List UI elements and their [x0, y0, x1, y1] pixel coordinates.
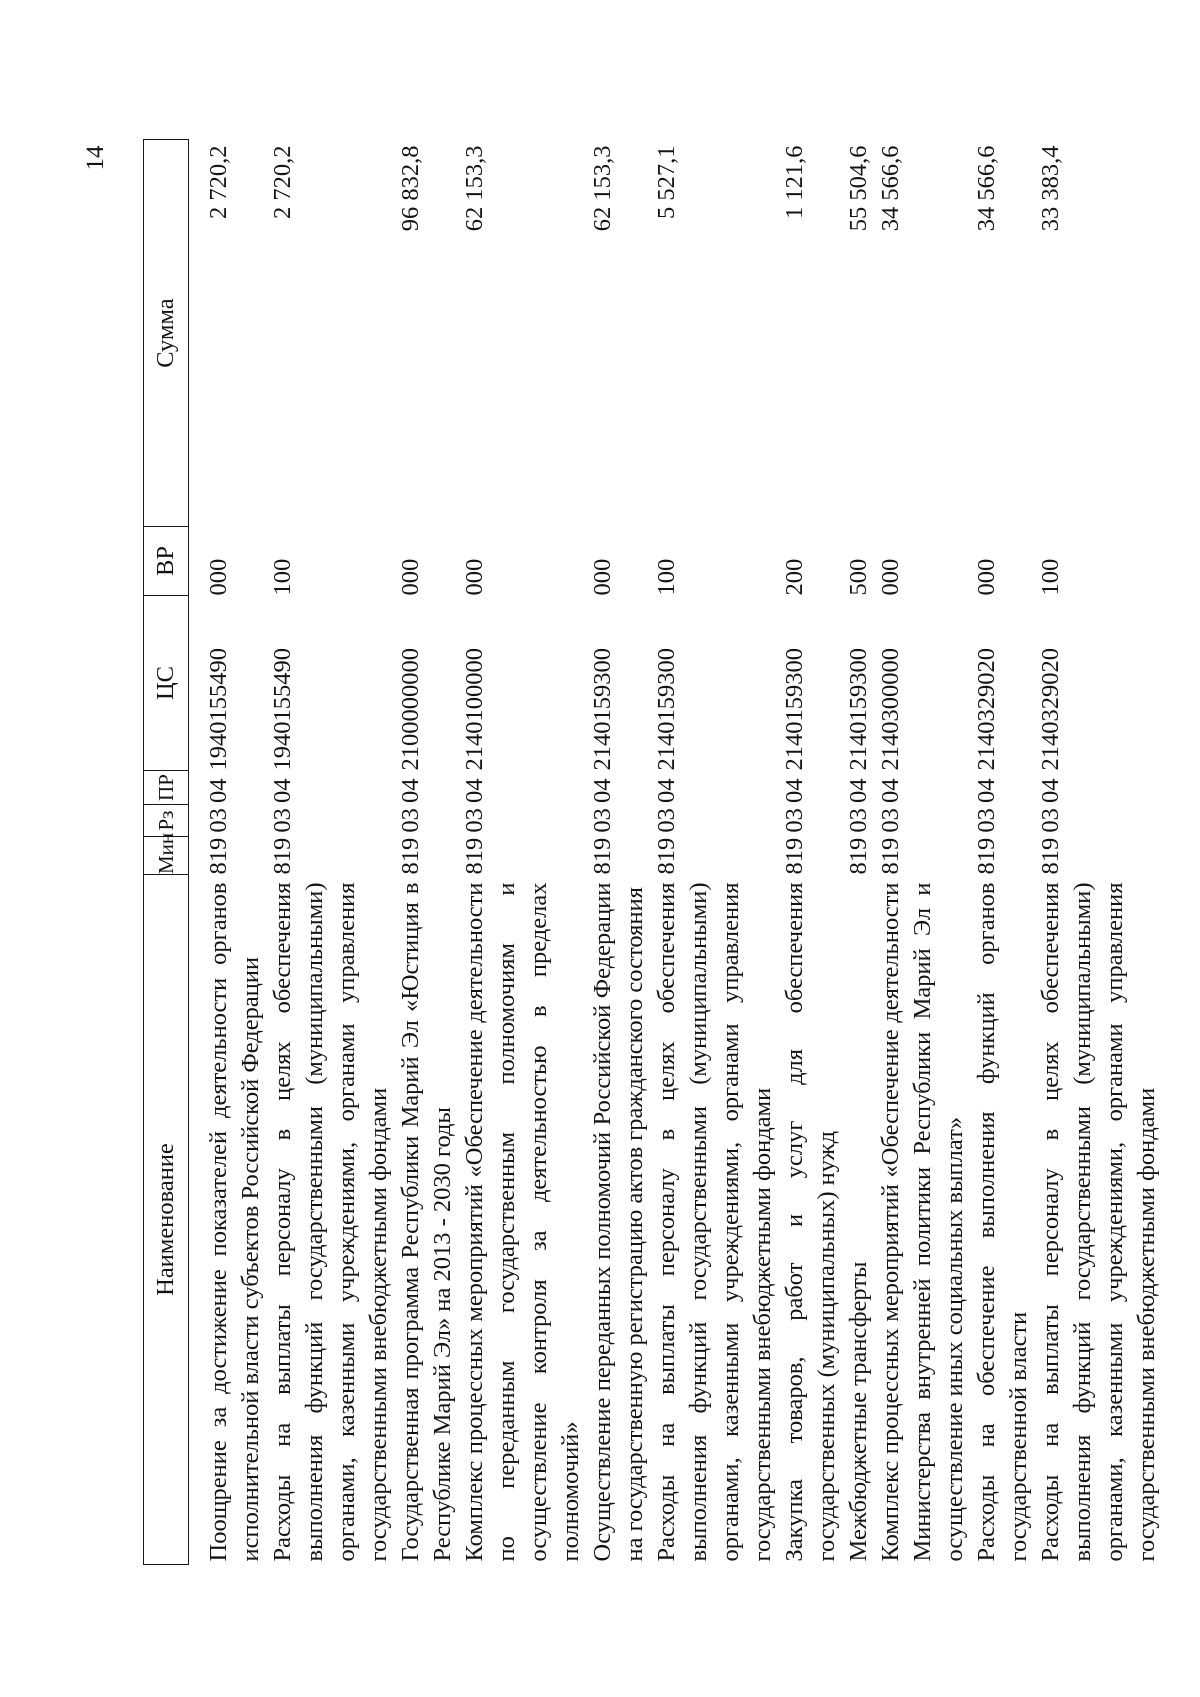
row-sum: 55 504,6: [845, 145, 872, 232]
row-pr: 04: [269, 778, 296, 803]
table-header-row: [144, 140, 189, 1565]
table-row: [843, 140, 875, 1565]
row-rz: 03: [461, 808, 488, 833]
row-cs: 2140329020: [973, 648, 1000, 771]
header-vr: ВР: [144, 527, 189, 596]
table-row: [189, 140, 268, 1565]
row-name: Осуществление переданных полномочий Российской Федерации на государственную регистрацию актов гражданского состояния: [589, 882, 648, 1562]
table-row: [971, 140, 1035, 1565]
row-cs: 1940155490: [205, 648, 232, 771]
row-pr: 04: [461, 778, 488, 803]
row-vr: 000: [589, 558, 616, 596]
row-min: 819: [269, 837, 296, 875]
row-codes: [395, 771, 459, 875]
header-cs: ЦС: [144, 596, 189, 771]
row-min: 819: [877, 837, 904, 875]
row-name: Расходы на выплаты персоналу в целях обеспечения выполнения функций государственными (муниципальными) органами, казенными учреждениями, органами управления государственными внебюджетными фондами: [269, 882, 392, 1562]
row-codes: [971, 771, 1035, 875]
row-min: 819: [461, 837, 488, 875]
row-vr: 000: [205, 558, 232, 596]
row-pr: 04: [781, 778, 808, 803]
row-name: Поощрение за достижение показателей деятельности органов исполнительной власти субъектов Российской Федерации: [205, 882, 264, 1562]
row-rz: 03: [877, 808, 904, 833]
row-codes: [459, 771, 587, 875]
row-sum: 2 720,2: [269, 145, 296, 219]
header-rz: Рз: [144, 805, 189, 837]
row-pr: 04: [845, 778, 872, 803]
row-codes: [843, 771, 875, 875]
row-rz: 03: [845, 808, 872, 833]
row-codes: [1035, 771, 1163, 875]
row-codes: [267, 771, 395, 875]
row-rz: 03: [781, 808, 808, 833]
row-min: 819: [205, 837, 232, 875]
table-row: [875, 140, 971, 1565]
row-vr: 100: [269, 558, 296, 596]
row-codes: [651, 771, 779, 875]
row-pr: 04: [589, 778, 616, 803]
row-name: Закупка товаров, работ и услуг для обеспечения государственных (муниципальных) нужд: [781, 882, 840, 1562]
row-name: Государственная программа Республики Марий Эл «Юстиция в Республике Марий Эл» на 2013 - 2030 годы: [397, 882, 456, 1562]
row-codes: [875, 771, 971, 875]
row-codes: [189, 771, 268, 875]
budget-table: [143, 139, 1163, 1565]
row-name: Комплекс процессных мероприятий «Обеспечение деятельности Министерства внутренней политики Республики Марий Эл и осуществление иных социальных выплат»: [877, 882, 968, 1562]
row-name: Межбюджетные трансферты: [845, 1261, 872, 1562]
row-cs: 2140159300: [589, 648, 616, 771]
budget-table-container: [143, 140, 1160, 1565]
row-vr: 000: [973, 558, 1000, 596]
row-rz: 03: [205, 808, 232, 833]
row-min: 819: [973, 837, 1000, 875]
row-sum: 34 566,6: [877, 145, 904, 232]
table-row: [459, 140, 587, 1565]
row-cs: 2140329020: [1037, 648, 1064, 771]
row-min: 819: [397, 837, 424, 875]
row-pr: 04: [877, 778, 904, 803]
table-row: [651, 140, 779, 1565]
row-rz: 03: [973, 808, 1000, 833]
row-vr: 000: [877, 558, 904, 596]
row-sum: 62 153,3: [461, 145, 488, 232]
row-sum: 33 383,4: [1037, 145, 1064, 232]
row-rz: 03: [589, 808, 616, 833]
row-sum: 96 832,8: [397, 145, 424, 232]
row-vr: 000: [397, 558, 424, 596]
row-pr: 04: [205, 778, 232, 803]
table-row: [587, 140, 651, 1565]
header-sum: Сумма: [144, 140, 189, 527]
row-rz: 03: [653, 808, 680, 833]
row-rz: 03: [1037, 808, 1064, 833]
header-min: Мин: [144, 837, 189, 875]
row-cs: 2140300000: [877, 648, 904, 771]
row-cs: 2140159300: [845, 648, 872, 771]
row-vr: 100: [1037, 558, 1064, 596]
row-cs: 1940155490: [269, 648, 296, 771]
row-pr: 04: [1037, 778, 1064, 803]
row-vr: 000: [461, 558, 488, 596]
row-min: 819: [589, 837, 616, 875]
row-codes: [587, 771, 651, 875]
table-row: [1035, 140, 1163, 1565]
row-pr: 04: [397, 778, 424, 803]
row-vr: 200: [781, 558, 808, 596]
row-sum: 34 566,6: [973, 145, 1000, 232]
row-cs: 2140159300: [781, 648, 808, 771]
row-name: Расходы на выплаты персоналу в целях обеспечения выполнения функций государственными (муниципальными) органами, казенными учреждениями, органами управления государственными внебюджетными фондами: [653, 882, 776, 1562]
row-min: 819: [845, 837, 872, 875]
row-rz: 03: [397, 808, 424, 833]
row-cs: 2140159300: [653, 648, 680, 771]
table-row: [395, 140, 459, 1565]
row-sum: 62 153,3: [589, 145, 616, 232]
page-number: 14: [82, 145, 109, 171]
row-sum: 2 720,2: [205, 145, 232, 219]
table-row: [267, 140, 395, 1565]
row-sum: 1 121,6: [781, 145, 808, 219]
row-min: 819: [1037, 837, 1064, 875]
row-name: Расходы на выплаты персоналу в целях обеспечения выполнения функций государственными (муниципальными) органами, казенными учреждениями, органами управления государственными внебюджетными фондами: [1037, 882, 1160, 1562]
row-name: Комплекс процессных мероприятий «Обеспечение деятельности по переданным государственным полномочиям и осуществление контроля за деятельностью в пределах полномочий»: [461, 882, 584, 1562]
row-min: 819: [781, 837, 808, 875]
row-sum: 5 527,1: [653, 145, 680, 219]
table-row: [779, 140, 843, 1565]
row-vr: 500: [845, 558, 872, 596]
row-name: Расходы на обеспечение выполнения функций органов государственной власти: [973, 882, 1032, 1562]
row-pr: 04: [653, 778, 680, 803]
row-min: 819: [653, 837, 680, 875]
row-rz: 03: [269, 808, 296, 833]
row-pr: 04: [973, 778, 1000, 803]
row-cs: 2140100000: [461, 648, 488, 771]
header-name: Наименование: [144, 875, 189, 1565]
row-codes: [779, 771, 843, 875]
row-cs: 2100000000: [397, 648, 424, 771]
row-vr: 100: [653, 558, 680, 596]
table-body: [189, 140, 1164, 1565]
header-pr: ПР: [144, 771, 189, 805]
